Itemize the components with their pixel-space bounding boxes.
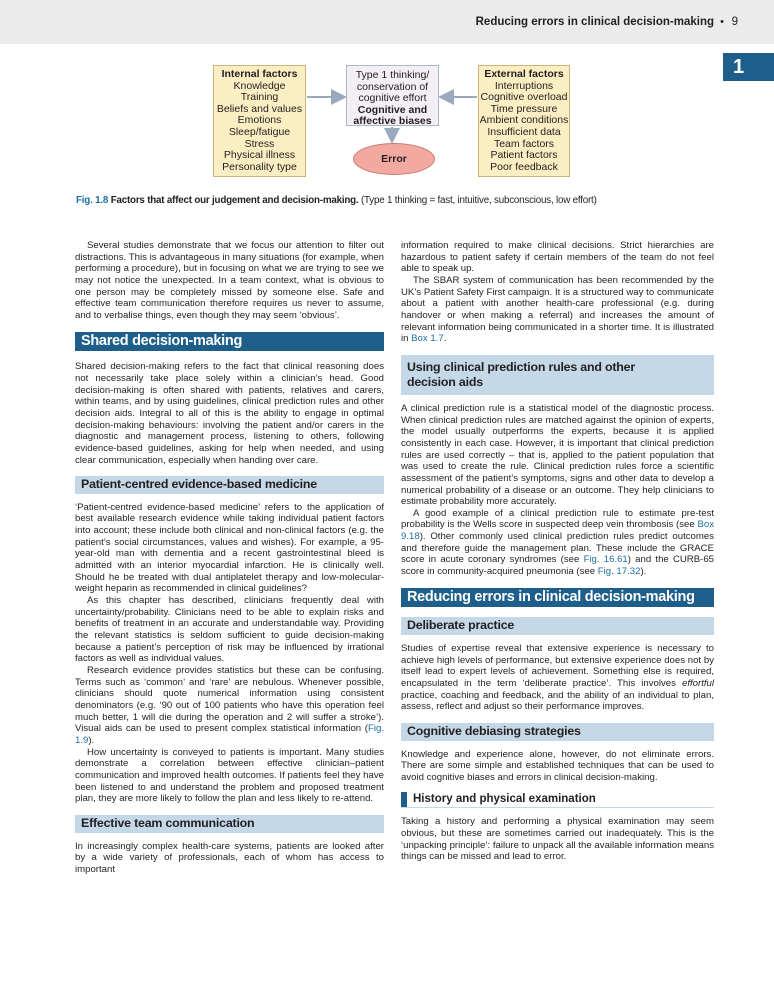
- type1-line: conservation of: [356, 80, 429, 93]
- paragraph: [401, 508, 714, 578]
- running-header: [0, 0, 774, 44]
- figure-number: Fig. 1.8: [76, 195, 109, 206]
- right-column: [401, 240, 714, 863]
- figure-note: (Type 1 thinking = fast, intuitive, subconscious, low effort): [360, 195, 597, 206]
- link-fig-16-61[interactable]: Fig. 16.61: [583, 554, 628, 566]
- external-factors-heading: External factors: [484, 68, 564, 80]
- internal-factor: Training: [240, 91, 279, 104]
- type1-line: cognitive effort: [358, 92, 427, 105]
- paragraph: [401, 643, 714, 713]
- page-number: 9: [731, 16, 738, 28]
- left-column: [75, 240, 384, 876]
- text-run: A good example of a clinical prediction rule to estimate pre-test probability is the Wells score in suspected deep vein thrombosis (see: [401, 507, 714, 531]
- heading-patient-centred-ebm: Patient-centred evidence-based medicine: [75, 476, 384, 494]
- internal-factor: Stress: [244, 137, 275, 150]
- external-factors-box: [478, 65, 570, 177]
- paragraph: In increasingly complex health-care systems, patients are looked after by a wide variety of professionals, each of whom has access to important: [75, 840, 384, 875]
- text-run: ).: [88, 734, 95, 746]
- paragraph: information required to make clinical decisions. Strict hierarchies are hazardous to patient safety if certain members of the team do not feel able to speak up.: [401, 240, 714, 275]
- heading-line: Using clinical prediction rules and other: [407, 359, 635, 374]
- paragraph: [75, 665, 384, 747]
- external-factor: Interruptions: [494, 79, 554, 92]
- external-factor: Insufficient data: [487, 125, 561, 138]
- internal-factor: Sleep/fatigue: [228, 125, 291, 138]
- chapter-tab: 1: [723, 53, 774, 81]
- internal-factor: Knowledge: [233, 79, 286, 92]
- paragraph: How uncertainty is conveyed to patients is important. Many studies demonstrate a correlation between effective clinician–patient communication and improved health outcomes. If patients feel they have been listened to and understand the problem and proposed treatment plan, they are more likely to follow the plan and less likely to re-attend.: [75, 746, 384, 805]
- internal-factor: Personality type: [222, 160, 297, 173]
- heading-deliberate-practice: Deliberate practice: [401, 617, 714, 635]
- internal-factor: Emotions: [237, 114, 282, 127]
- text-run: ) and the CURB-65 score in community-acquired pneumonia (see: [401, 554, 714, 578]
- text-run: Studies of expertise reveal that extensive experience is necessary to achieve high levels of performance, but extensive experience does not by itself lead to expert levels of achievement. Something else is required, encapsulated in the term ‘deliberate practice’. This involves: [401, 643, 714, 690]
- link-fig-1-9[interactable]: Fig. 1.9: [75, 723, 384, 746]
- link-box-1-7[interactable]: Box 1.7: [411, 333, 444, 345]
- figure-title: Factors that affect our judgement and decision-making.: [110, 195, 359, 206]
- paragraph: As this chapter has described, clinicians frequently deal with uncertainty/probability. Clinicians need to be able to explain risks and benefits of treatment in an accurate and understandable way. Providing the relevant statistics is seldom sufficient to guide decision-making because a patient’s perception of risk may be influenced by irrational factors as well as individual values.: [75, 595, 384, 665]
- paragraph: Knowledge and experience alone, however, do not eliminate errors. There are some simple and established techniques that can be used to avoid cognitive biases and errors in clinical decision-making.: [401, 748, 714, 783]
- heading-effective-team-communication: Effective team communication: [75, 815, 384, 833]
- paragraph: Shared decision-making refers to the fact that clinical reasoning does not necessarily take place solely within a clinician’s head. Good decision-making is often shared with patients, relatives and carers, within teams, and by using guidelines, clinical prediction rules and other decision aids. Integral to all of this is the ability to engage in optimal decision-making behaviours: involving the patient and/or carers in the diagnostic and management process, listening to others, following evidence-based guidelines, asking for help when needed, and using clear communication, especially when handing over care.: [75, 361, 384, 466]
- running-bullet: •: [720, 16, 724, 28]
- heading-clinical-prediction-rules: [401, 355, 714, 395]
- text-run: .: [443, 333, 447, 345]
- external-factor: Ambient conditions: [479, 114, 569, 127]
- type1-line: Type 1 thinking/: [355, 69, 430, 81]
- paragraph: ‘Patient-centred evidence-based medicine’ refers to the application of best available research evidence while taking individual patient factors into account; these include both clinical and non-clinical factors (e.g. the patient’s social circumstances, values and wishes). For example, a 95-year-old man with dementia and a recent gastrointestinal bleed is admitted with an interior myocardial infarction. He is clinically well. Should he be treated with dual antiplatelet therapy and low-molecular-weight heparin as recommended in clinical guidelines?: [75, 501, 384, 595]
- figure-1-8: [0, 44, 774, 240]
- paragraph: A clinical prediction rule is a statistical model of the diagnostic process. When clinical prediction rules are matched against the opinion of experts, the model usually outperforms the experts, because it is applied consistently in each case. However, it is important that clinical prediction rules are used correctly – that is, applied to the patient population that was used to create the rule. Clinical prediction rules force a scientific assessment of the patient’s symptoms, signs and other data to develop a numerical probability of a disease or an outcome. They help clinicians to estimate probability more accurately.: [401, 402, 714, 508]
- internal-factor: Beliefs and values: [216, 102, 303, 115]
- external-factor: Poor feedback: [490, 160, 558, 173]
- text-run: ). Other commonly used clinical prediction rules predict outcomes and therefore guide the management plan. These include the GRACE score in acute coronary syndromes (see: [401, 531, 714, 566]
- heading-cognitive-debiasing: Cognitive debiasing strategies: [401, 723, 714, 741]
- paragraph: [401, 275, 714, 345]
- text-run: ).: [640, 566, 647, 578]
- internal-factors-box: [213, 65, 306, 177]
- error-node: Error: [353, 143, 435, 175]
- link-fig-17-32[interactable]: Fig. 17.32: [597, 566, 641, 578]
- link-box-9-18[interactable]: Box 9.18: [401, 519, 714, 543]
- paragraph: Taking a history and performing a physical examination may seem obvious, but these are sometimes carried out inadequately. This is the ‘unpacking principle’: failure to unpack all the available information means things can be missed and lead to error.: [401, 816, 714, 863]
- text-run: The SBAR system of communication has been recommended by the UK’s Patient Safety First campaign. It is a structured way to communicate about a patient with another health-care professional (e.g. during handover or when making a referral) and increases the amount of relevant information being communicated in a shorter time. It is illustrated in: [401, 274, 714, 345]
- heading-shared-decision-making: Shared decision-making: [75, 332, 384, 352]
- external-factor: Team factors: [493, 137, 555, 150]
- paragraph: Several studies demonstrate that we focus our attention to filter out distractions. This is advantageous in many situations (for example, when performing a procedure), but in focusing on what we are trying to see we may not notice the unexpected. In a team context, what is obvious to one person may be completely missed by someone else. Safe and effective team communication therefore requires us never to assume, and to verbalise things, even though they may seem ‘obvious’.: [75, 240, 384, 321]
- heading-line: decision aids: [407, 374, 483, 389]
- emphasis: effortful: [682, 678, 714, 690]
- heading-reducing-errors: Reducing errors in clinical decision-making: [401, 588, 714, 608]
- external-factor: Time pressure: [490, 102, 558, 115]
- text-run: practice, coaching and feedback, and the ability of an individual to plan, assess, reflect and adjust so their performance improves.: [401, 689, 714, 713]
- heading-history-physical-exam: History and physical examination: [401, 792, 714, 809]
- running-title: Reducing errors in clinical decision-making: [475, 16, 714, 28]
- internal-factors-heading: Internal factors: [221, 68, 298, 80]
- type1-thinking-box: [346, 65, 439, 126]
- internal-factor: Physical illness: [223, 149, 296, 162]
- text-run: Research evidence provides statistics but these can be confusing. Terms such as ‘common’ and ‘rare’ are nebulous. Whenever possible, clinicians should quote numerical information using consistent denominators (e.g. ‘90 out of 100 patients who have this operation feel much better, 1 will die during the operation and 2 will suffer a stroke’). Visual aids can be used to present complex statistical information (: [75, 665, 384, 735]
- external-factor: Patient factors: [490, 149, 558, 162]
- biases-line: Cognitive and: [357, 103, 428, 116]
- external-factor: Cognitive overload: [480, 91, 568, 104]
- figure-caption: [76, 195, 597, 206]
- biases-line: affective biases: [353, 115, 432, 128]
